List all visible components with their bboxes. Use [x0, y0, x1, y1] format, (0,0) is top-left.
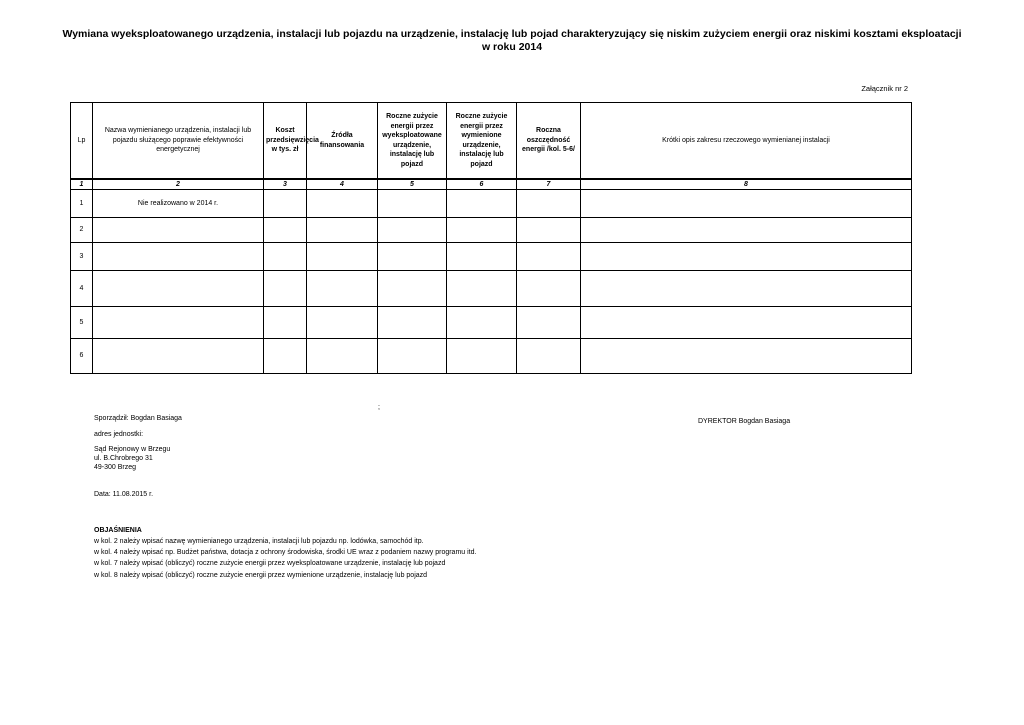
empty-cell [307, 243, 378, 271]
empty-cell [307, 339, 378, 374]
table-row [71, 218, 912, 243]
empty-cell [378, 339, 447, 374]
table-row [71, 190, 912, 218]
row-lp: 2 [71, 218, 93, 243]
header-device-name: Nazwa wymienianego urządzenia, instalacji lub pojazdu służącego poprawie efektywności energetycznej [93, 103, 264, 180]
empty-cell [307, 307, 378, 339]
table-header-row [71, 103, 912, 180]
empty-cell [517, 218, 581, 243]
row-lp: 5 [71, 307, 93, 339]
annex-label: Załącznik nr 2 [861, 84, 908, 93]
empty-cell [307, 271, 378, 307]
row-lp: 6 [71, 339, 93, 374]
table-row [71, 243, 912, 271]
table-row [71, 271, 912, 307]
empty-cell [378, 271, 447, 307]
empty-cell [264, 243, 307, 271]
empty-cell [581, 218, 912, 243]
header-description: Krótki opis zakresu rzeczowego wymienianej instalacji [581, 103, 912, 180]
explanation-line: w kol. 2 należy wpisać nazwę wymienianego urządzenia, instalacji lub pojazdu np. lodówka, samochód itp. [94, 538, 424, 545]
column-number: 8 [581, 179, 912, 190]
empty-cell [447, 271, 517, 307]
empty-cell [378, 243, 447, 271]
explanation-line: w kol. 7 należy wpisać (obliczyć) roczne zużycie energii przez wyeksploatowane urządzenie, instalację lub pojazd [94, 560, 446, 567]
empty-cell [378, 218, 447, 243]
row-device-name [93, 307, 264, 339]
empty-cell [447, 339, 517, 374]
separator-mark: ; [378, 404, 380, 411]
row-device-name [93, 271, 264, 307]
column-number: 7 [517, 179, 581, 190]
empty-cell [264, 218, 307, 243]
header-savings: Roczna oszczędność energii /kol. 5-6/ [517, 103, 581, 180]
empty-cell [517, 243, 581, 271]
empty-cell [447, 243, 517, 271]
empty-cell [447, 190, 517, 218]
row-device-name [93, 243, 264, 271]
report-date: Data: 11.08.2015 r. [94, 491, 154, 498]
column-number: 1 [71, 179, 93, 190]
row-device-name: Nie realizowano w 2014 r. [93, 190, 264, 218]
empty-cell [581, 307, 912, 339]
empty-cell [264, 307, 307, 339]
table-row [71, 307, 912, 339]
empty-cell [264, 190, 307, 218]
empty-cell [378, 307, 447, 339]
page-title: Wymiana wyeksploatowanego urządzenia, instalacji lub pojazdu na urządzenie, instalację lub pojad charakteryzujący się niskim zużyciem energii oraz niskimi kosztami eksploatacji w roku 2014 [62, 28, 962, 53]
row-lp: 3 [71, 243, 93, 271]
address-line: Sąd Rejonowy w Brzegu [94, 446, 171, 453]
empty-cell [581, 339, 912, 374]
address-line: 49-300 Brzeg [94, 464, 137, 471]
explanations-title: OBJAŚNIENIA [94, 527, 142, 534]
row-lp: 1 [71, 190, 93, 218]
header-new-consumption: Roczne zużycie energii przez wymienione urządzenie, instalację lub pojazd [447, 103, 517, 180]
column-number: 2 [93, 179, 264, 190]
explanation-line: w kol. 4 należy wpisać np. Budżet państwa, dotacja z ochrony środowiska, środki UE wraz z podaniem nazwy programu itd. [94, 549, 477, 556]
row-lp: 4 [71, 271, 93, 307]
column-number: 4 [307, 179, 378, 190]
column-number: 3 [264, 179, 307, 190]
row-device-name [93, 339, 264, 374]
address-line: ul. B.Chrobrego 31 [94, 455, 153, 462]
empty-cell [447, 218, 517, 243]
empty-cell [264, 339, 307, 374]
empty-cell [581, 243, 912, 271]
column-number: 6 [447, 179, 517, 190]
empty-cell [307, 218, 378, 243]
column-number: 5 [378, 179, 447, 190]
empty-cell [517, 190, 581, 218]
empty-cell [517, 339, 581, 374]
empty-cell [517, 271, 581, 307]
header-funding-sources: Źródła finansowania [307, 103, 378, 180]
empty-cell [581, 271, 912, 307]
header-old-consumption: Roczne zużycie energii przez wyeksploatowane urządzenie, instalację lub pojazd [378, 103, 447, 180]
explanation-line: w kol. 8 należy wpisać (obliczyć) roczne zużycie energii przez wymienione urządzenie, instalację lub pojazd [94, 572, 428, 579]
empty-cell [447, 307, 517, 339]
header-lp: Lp [71, 103, 93, 180]
column-number-row [71, 179, 912, 190]
empty-cell [307, 190, 378, 218]
director-signature: DYREKTOR Bogdan Basiaga [698, 418, 791, 425]
address-label: adres jednostki: [94, 431, 144, 438]
empty-cell [517, 307, 581, 339]
header-cost: Koszt przedsięwzięcia w tys. zł [264, 103, 307, 180]
table-row [71, 339, 912, 374]
empty-cell [581, 190, 912, 218]
empty-cell [264, 271, 307, 307]
energy-table [70, 102, 912, 374]
row-device-name [93, 218, 264, 243]
prepared-by: Sporządził: Bogdan Basiaga [94, 415, 182, 422]
empty-cell [378, 190, 447, 218]
